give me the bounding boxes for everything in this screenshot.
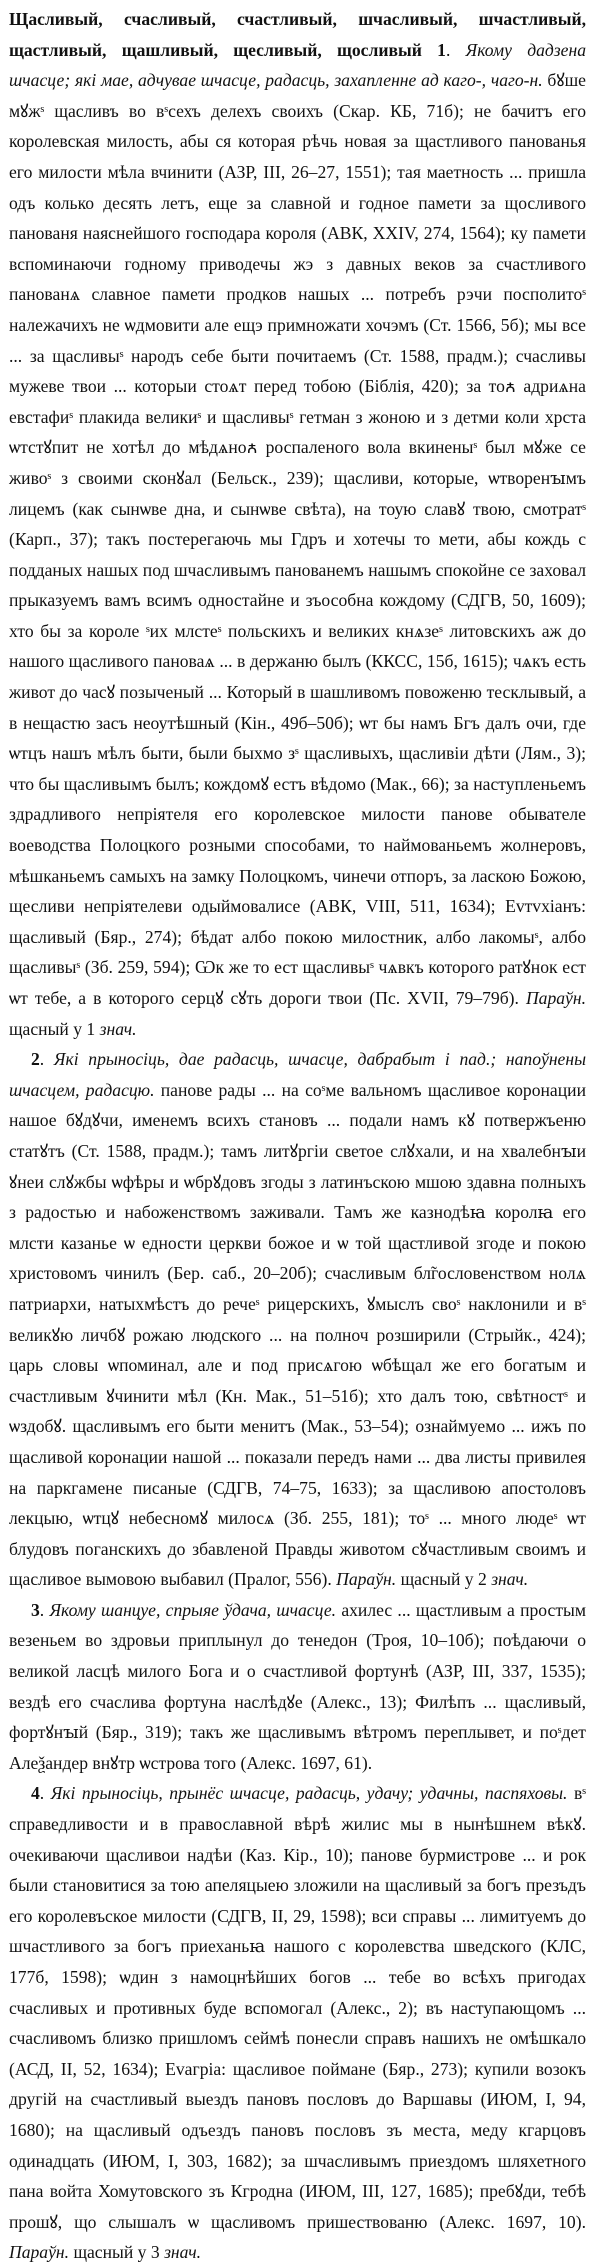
text-run: .	[445, 39, 466, 60]
text-run: вˢ справедливости и в православной вѣрѣ жилис мы в нынѣшнем вѣкꙋ. очекиваючи щасливои надѣи (Каз. Кір., 10); панове бурмистрове ... и рок были становитися за тою апеляцыею зложили на щасливый за богъ презъдъ его королевъское милости (СДГВ, II, 29, 1598); вси справы ... лимитуемъ до шчастливого за богъ приеханьꙗ нашого с королевства шведского (КЛС, 177б, 1598); ѡдин з намоцнѣйших богов ... тебе во всѣхъ пригодах счасливых и противных буде вспомогал (Алекс., 2); въ наступающомъ ... счасливомъ близко пришломъ сеймѣ понесли справъ нашихъ не омѣшкало (АСД, II, 52, 1634); Еvагріа: щасливое поймане (Бяр., 273); купили возокъ другій на счастливый выездъ пановъ пословъ до Варшавы (ИЮМ, I, 94, 1680); на щасливый одъездъ пановъ пословъ зъ места, меду кгарцовъ одинадцать (ИЮМ, I, 303, 1682); за шчасливымъ приездомъ шляхетного пана войта Хомутовского зъ Кгродна (ИЮМ, III, 127, 1685); пребꙋди, тебѣ прошꙋ, що слышалъ ѡ щасливомъ пришествованю (Алекс. 1697, 10).	[9, 1783, 586, 2232]
entry-sense-1	[9, 4, 586, 1044]
entry-sense-4	[9, 1778, 586, 2268]
text-run: бꙋше мꙋжˢ щасливъ во вˢсехъ делехъ своихъ (Скар. КБ, 71б); не бачитъ его королевская милость, абы ся которая рѣчь новая за щастливого панованья его милости мѣла вчинити (АЗР, III, 26–27, 1551); тая маетность ... пришла одъ колько десять летъ, еще за славной и годное памети за щосливого панованя наяснейшого господара короля (АВК, XXIV, 274, 1564); ку памети вспоминаючи годному приводечы жэ з давных веков за счастливого панованѧ славное памети продков нашых ... потребъ рэчи посполитоˢ належачихъ не ѡдмовити але ещэ примножати хочэмъ (Ст. 1566, 5б); мы все ... за щасливыˢ народъ себе быти почитаемъ (Ст. 1588, прадм.); счасливы мужеве твои ... которыи стоѧт перед тобою (Біблія, 420); за тоꙉ адриѧна евстафиˢ плакида великиˢ и щасливыˢ гетман з жоною и з детми коли хрста ѡтстꙋпит не хотѣл до мѣдѧноꙉ роспаленого вола вкиненыˢ был мꙋже се живоˢ з своими сконꙋал (Бельск., 239); щасливи, которые, ѡтворенꙑмъ лицемъ (как сынѡве дна, и сынѡве свѣта), на тоую славꙋ твою, смотратˢ (Карп., 37); такъ постерегаючь мы Гдръ и хотечы то мети, абы кождь с подданых нашых под шчасливымъ панованемъ нашымъ спокойне се заховал прыказуемъ вамъ всимъ одностайне и зъособна кождому (СДГВ, 50, 1609); хто бы за короле ˢих млстеˢ польскихъ и великих кнѧзеˢ литовскихъ аж до нашого щасливого пановаѧ ... в держаню былъ (ККСС, 15б, 1615); чѧкъ есть живот до часꙋ позыченый ... Который в шашливомъ повоженю тесклывый, а в нещастю засъ неоутѣшный (Кін., 49б–50б); ѡт бы намъ Бгъ далъ очи, где ѡтцъ нашъ мѣлъ быти, были быхмо зˢ щасливыхъ, щасливіи дѣти (Лям., 3); что бы щасливымъ былъ; кождомꙋ естъ вѣдомо (Мак., 66); за наступленьемъ здрадливого непріятеля его королевское милости панове обывателе воеводства Полоцкого розными способами, то наймованьемъ жолнеровъ, мѣшканьемъ самыхъ на замку Полоцкомъ, чинечи отпоръ, за ласкою Божою, щесливи непріятелеви одыймовалисе (АВК, VIII, 511, 1634); Еvтvхіанъ: щасливый (Бяр., 274); бѣдат албо покою милостник, албо лакомыˢ, албо щасливыˢ (Зб. 259, 594); Ѡк же то ест щасливыˢ чѧвкъ которого ратꙋнок ест ѡт тебе, а в которого серцꙋ сꙋть дороги твои (Пс. XVII, 79–79б).	[9, 70, 586, 1008]
entry-sense-2	[9, 1044, 586, 1595]
text-run: панове рады ... на соˢме вальномъ щасливое коронации нашое бꙋдꙋчи, именемъ всихъ становъ ... подали намъ кꙋ потвержъеню статꙋтъ (Ст. 1588, прадм.); тамъ литꙋргіи светое слꙋхали, и на хвалебнꙑи ꙋнеи слꙋжбы ѡфѣры и ѡбрꙋдовъ згоды з латинъскою мшою здавна полныхъ з радостью и набоженствомъ заживали. Тамъ же казнодѣꙗ королꙗ его млсти казанье ѡ едности церкви божое и ѡ той щастливой згоде и покою христовомъ чинилъ (Бер. саб., 20–20б); счасливым бл̃гословенством нолѧ патриархи, натыхмѣстъ до речеˢ рицерскихъ, ꙋмыслъ своˢ наклонили и вˢ великꙋю личбꙋ рожаю людского ... на полноч розширили (Стрыйк., 424); царь словы ѡпоминал, але и под присѧгою ѡбѣщал же его богатым и счастливым ꙋчинити мѣл (Кн. Мак., 51–51б); хто далъ тою, свѣтностˢ и ѡздобꙋ. щасливымъ его быти менитъ (Мак., 53–54); ознаймуемо ... ижъ по щасливой коронации нашой ... показали передъ нами ... два листы привилея на паркгамене писаные (СДГВ, 74–75, 1633); за щасливою апостоловъ лекцыю, ѡтцꙋ небесномꙋ милосѧ (Зб. 255, 181); тоˢ ... много людеˢ ѡт блудовъ поганскихъ до збавленой Правды животом сꙋчастливым своимъ и щасливое вымовою выбавил (Пралог, 556).	[9, 1079, 586, 1590]
entry-sense-3	[9, 1595, 586, 1779]
italic-run: Параўн.	[9, 2242, 70, 2263]
text-run: .	[39, 1783, 51, 1804]
italic-run: Які прыносіць, прынёс шчасце, радасць, удачу; удачны, паспяховы.	[50, 1783, 568, 1804]
text-run: щасный у 1	[9, 1018, 100, 1039]
italic-run: знач.	[99, 1018, 137, 1039]
italic-run: Параўн.	[525, 988, 586, 1008]
sense-marker: 2	[31, 1049, 40, 1070]
text-run: .	[39, 1599, 50, 1620]
sense-marker: 4	[31, 1783, 40, 1804]
sense-marker: Щасливый, счасливый, счастливый, шчасливый, шчастливый, щастливый, щашливый, щесливый, щосливый 1	[9, 9, 586, 60]
italic-run: Які прыносіць, дае радасць, шчасце, дабрабыт і пад.; напоўнены шчасцем, радасцю.	[9, 1049, 587, 1100]
italic-run: Якому шанцуе, спрыяе ўдача, шчасце.	[49, 1599, 337, 1620]
italic-run: Якому дадзена шчасце; які мае, адчувае шчасце, радасць, захапленне ад каго-, чаго-н.	[9, 39, 587, 91]
text-run: щасный у 3	[69, 2242, 165, 2263]
italic-run: Параўн.	[336, 1569, 397, 1590]
text-run: .	[39, 1049, 54, 1070]
italic-run: знач.	[164, 2242, 202, 2263]
text-run: ахилес ... щастливым а простым везеньем во здровьи приплынул до тенедон (Троя, 10–10б); поѣдаючи о великой ласцѣ милого Бога и о счастливой фортунѣ (АЗР, III, 337, 1535); вездѣ его счаслива фортуна наслѣдꙋе (Алекс., 13); Филѣпъ ... щасливый, фортꙋнꙑй (Бяр., 319); такъ же щасливымъ вѣтромъ переплывет, и поˢдет Алеѯандер внꙋтр ѡстрова того (Алекс. 1697, 61).	[9, 1599, 586, 1773]
sense-marker: 3	[31, 1599, 40, 1620]
italic-run: знач.	[491, 1569, 529, 1590]
text-run: щасный у 2	[396, 1569, 492, 1590]
